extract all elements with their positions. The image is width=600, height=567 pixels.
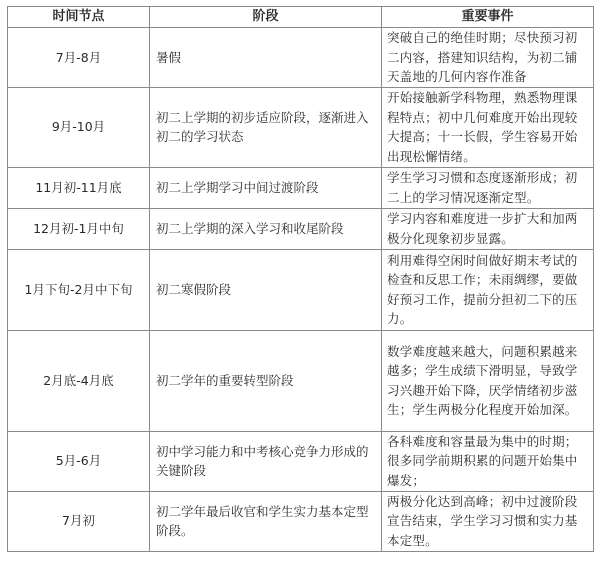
table-row: [8, 491, 594, 551]
header-period: 时间节点: [8, 7, 150, 28]
events-cell: 各科难度和容量最为集中的时期；很多同学前期积累的问题开始集中爆发；: [382, 431, 594, 491]
events-cell: 数学难度越来越大，问题积累越来越多；学生成绩下滑明显，导致学习兴趣开始下降，厌学情绪初步滋生；学生两极分化程度开始加深。: [382, 330, 594, 431]
stage-cell: 初二学年的重要转型阶段: [150, 330, 382, 431]
stage-cell: 初二学年最后收官和学生实力基本定型阶段。: [150, 491, 382, 551]
table-row: [8, 87, 594, 167]
events-cell: 开始接触新学科物理，熟悉物理课程特点；初中几何难度开始出现较大提高；十一长假，学生容易开始出现松懈情绪。: [382, 87, 594, 167]
period-cell: 1月下旬-2月中下旬: [8, 249, 150, 330]
table-row: [8, 330, 594, 431]
stage-cell: 初中学习能力和中考核心竞争力形成的关键阶段: [150, 431, 382, 491]
table-row: [8, 28, 594, 88]
table-row: [8, 249, 594, 330]
stage-cell: 初二上学期学习中间过渡阶段: [150, 167, 382, 208]
events-cell: 学生学习习惯和态度逐渐形成；初二上的学习情况逐渐定型。: [382, 167, 594, 208]
stage-cell: 暑假: [150, 28, 382, 88]
period-cell: 5月-6月: [8, 431, 150, 491]
stage-cell: 初二寒假阶段: [150, 249, 382, 330]
schedule-table: [7, 6, 594, 552]
table-row: [8, 431, 594, 491]
period-cell: 7月初: [8, 491, 150, 551]
header-events: 重要事件: [382, 7, 594, 28]
period-cell: 2月底-4月底: [8, 330, 150, 431]
table-row: [8, 208, 594, 249]
events-cell: 利用难得空闲时间做好期末考试的检查和反思工作；未雨绸缪，要做好预习工作，提前分担初二下的压力。: [382, 249, 594, 330]
period-cell: 7月-8月: [8, 28, 150, 88]
period-cell: 12月初-1月中旬: [8, 208, 150, 249]
header-row: [8, 7, 594, 28]
stage-cell: 初二上学期的深入学习和收尾阶段: [150, 208, 382, 249]
header-stage: 阶段: [150, 7, 382, 28]
events-cell: 学习内容和难度进一步扩大和加两极分化现象初步显露。: [382, 208, 594, 249]
period-cell: 11月初-11月底: [8, 167, 150, 208]
events-cell: 两极分化达到高峰；初中过渡阶段宣告结束，学生学习习惯和实力基本定型。: [382, 491, 594, 551]
period-cell: 9月-10月: [8, 87, 150, 167]
table-row: [8, 167, 594, 208]
events-cell: 突破自己的绝佳时期；尽快预习初二内容，搭建知识结构，为初二铺天盖地的几何内容作准备: [382, 28, 594, 88]
stage-cell: 初二上学期的初步适应阶段，逐渐进入初二的学习状态: [150, 87, 382, 167]
